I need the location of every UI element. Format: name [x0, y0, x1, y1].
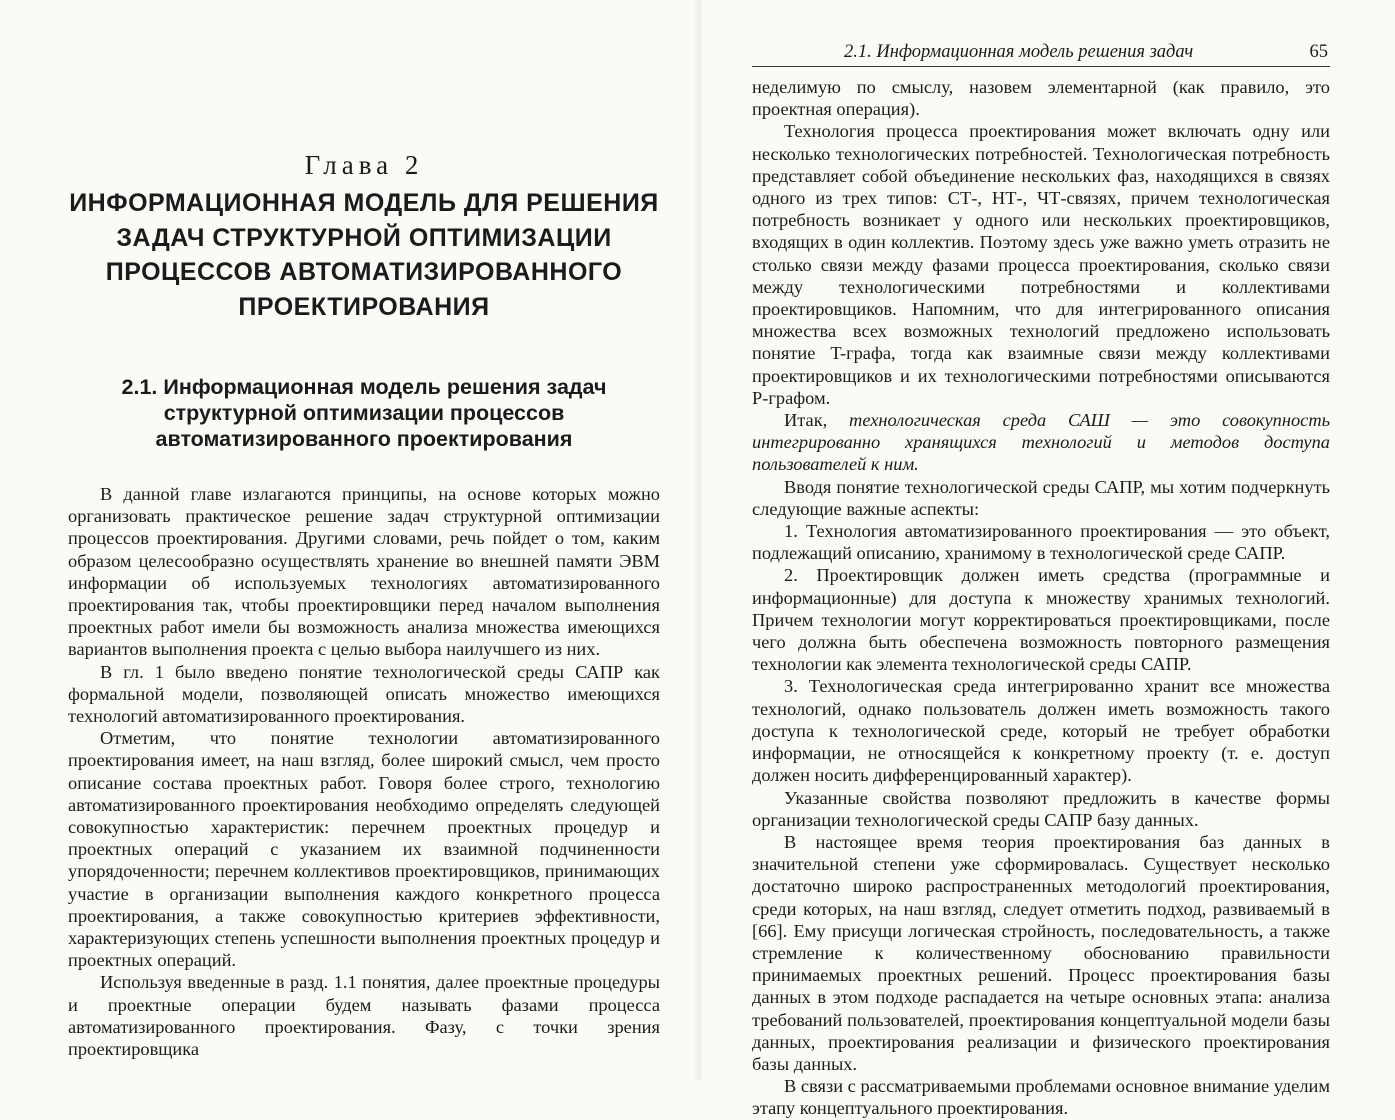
- list-item: 3. Технологическая среда интегрированно хранит все множества технологий, однако пользователь должен иметь возможность такого доступа к технологической среде, который не требует обработки информации, не относящейся к конкретному проекту (т. е. доступ должен носить дифференцированный характер).: [752, 676, 1330, 786]
- running-header: [752, 40, 1330, 67]
- section-title-line: автоматизированного проектирования: [155, 427, 573, 451]
- chapter-title: [68, 186, 660, 324]
- paragraph: В гл. 1 было введено понятие технологической среды САПР как формальной модели, позволяющей описать множество имеющихся технологий автоматизированного проектирования.: [68, 661, 660, 727]
- paragraph: Указанные свойства позволяют предложить в качестве формы организации технологической среды САПР базу данных.: [752, 787, 1330, 830]
- paragraph: Технология процесса проектирования может включать одну или несколько технологических потребностей. Технологическая потребность представляет собой объединение нескольких фаз, находящихся в связях одного из трех типов: СТ-, НТ-, ЧТ-связях, причем технологическая потребность возникает у одного или нескольких проектировщиков, входящих в один коллектив. Поэтому здесь уже важно уметь отразить не столько связи между фазами процесса проектирования, сколько связи между технологическими потребностями и коллективами проектировщиков. Напомним, что для интегрированного описания множества всех возможных технологий предложено использовать понятие T-графа, тогда как взаимные связи между коллективами проектировщиков и их технологическими потребностями описываются P-графом.: [752, 121, 1330, 408]
- chapter-title-line: ИНФОРМАЦИОННАЯ МОДЕЛЬ ДЛЯ РЕШЕНИЯ: [69, 189, 659, 217]
- chapter-title-line: ПРОЦЕССОВ АВТОМАТИЗИРОВАННОГО: [105, 258, 623, 286]
- paragraph: В связи с рассматриваемыми проблемами основное внимание уделим этапу концептуального проектирования.: [752, 1076, 1330, 1119]
- section-title-line: 2.1. Информационная модель решения задач: [121, 375, 607, 399]
- paragraph: Вводя понятие технологической среды САПР, мы хотим подчеркнуть следующие важные аспекты:: [752, 476, 1330, 519]
- paragraph: В настоящее время теория проектирования баз данных в значительной степени уже сформировалась. Существует несколько достаточно широко распространенных методологий проектирования, среди которых, на наш взгляд, следует отметить подход, развиваемый в [66]. Ему присущи логическая стройность, последовательность, а также стремление к количественному обоснованию правильности принимаемых проектных решений. Процесс проектирования базы данных в этом подходе распадается на четыре основных этапа: анализа требований пользователей, проектирования концептуальной модели базы данных, проектирования реализации и физического проектирования базы данных.: [752, 831, 1330, 1074]
- definition-italic: технологическая среда САШ — это совокупность интегрированно хранящихся технологий и методов доступа пользователей к ним.: [752, 410, 1330, 475]
- chapter-label: Глава 2: [304, 150, 424, 180]
- section-title-line: структурной оптимизации процессов: [163, 401, 565, 425]
- paragraph: В данной главе излагаются принципы, на основе которых можно организовать практическое решение задач структурной оптимизации процессов проектирования. Другими словами, речь пойдет о том, каким образом целесообразно осуществлять хранение во внешней памяти ЭВМ информации об используемых технологиях автоматизированного проектирования так, чтобы проектировщики перед началом выполнения проектных работ имели бы возможность анализа множества имеющихся вариантов выполнения проекта с целью выбора наилучшего из них.: [68, 484, 660, 660]
- page-gutter: [694, 0, 704, 1080]
- paragraph-continuation: неделимую по смыслу, назовем элементарной (как правило, это проектная операция).: [752, 77, 1330, 120]
- chapter-title-line: ЗАДАЧ СТРУКТУРНОЙ ОПТИМИЗАЦИИ: [116, 223, 612, 252]
- paragraph: Отметим, что понятие технологии автоматизированного проектирования имеет, на наш взгляд, более широкий смысл, чем просто описание состава проектных работ. Говоря более строго, технологию автоматизированного проектирования необходимо определять следующей совокупностью характеристик: перечнем проектных процедур и проектных операций с указанием их взаимной подчиненности упорядоченности; перечнем коллективов проектировщиков, принимающих участие в организации выполнения каждого конкретного процесса проектирования, а также совокупностью критериев эффективности, характеризующих степень успешности выполнения проектных процедур и проектных операций.: [68, 728, 660, 971]
- page-number: 65: [1309, 42, 1328, 62]
- definition-lead: Итак,: [784, 410, 850, 431]
- section-title: [68, 374, 660, 452]
- list-item: 1. Технология автоматизированного проектирования — это объект, подлежащий описанию, хранимому в технологической среде САПР.: [752, 521, 1330, 564]
- right-body-text: [752, 76, 1330, 1120]
- running-title: 2.1. Информационная модель решения задач: [844, 42, 1194, 62]
- paragraph: Используя введенные в разд. 1.1 понятия, далее проектные процедуры и проектные операции будем называть фазами процесса автоматизированного проектирования. Фазу, с точки зрения проектировщика: [68, 972, 660, 1060]
- left-body-text: [68, 483, 660, 1060]
- chapter-title-line: ПРОЕКТИРОВАНИЯ: [238, 292, 490, 321]
- paragraph-definition: [752, 409, 1330, 476]
- list-item: 2. Проектировщик должен иметь средства (программные и информационные) для доступа к множеству хранимых технологий. Причем технологии могут корректироваться проектировщиками, после чего должна быть обеспечена возможность повторного размещения технологии как элемента технологической среды САПР.: [752, 565, 1330, 675]
